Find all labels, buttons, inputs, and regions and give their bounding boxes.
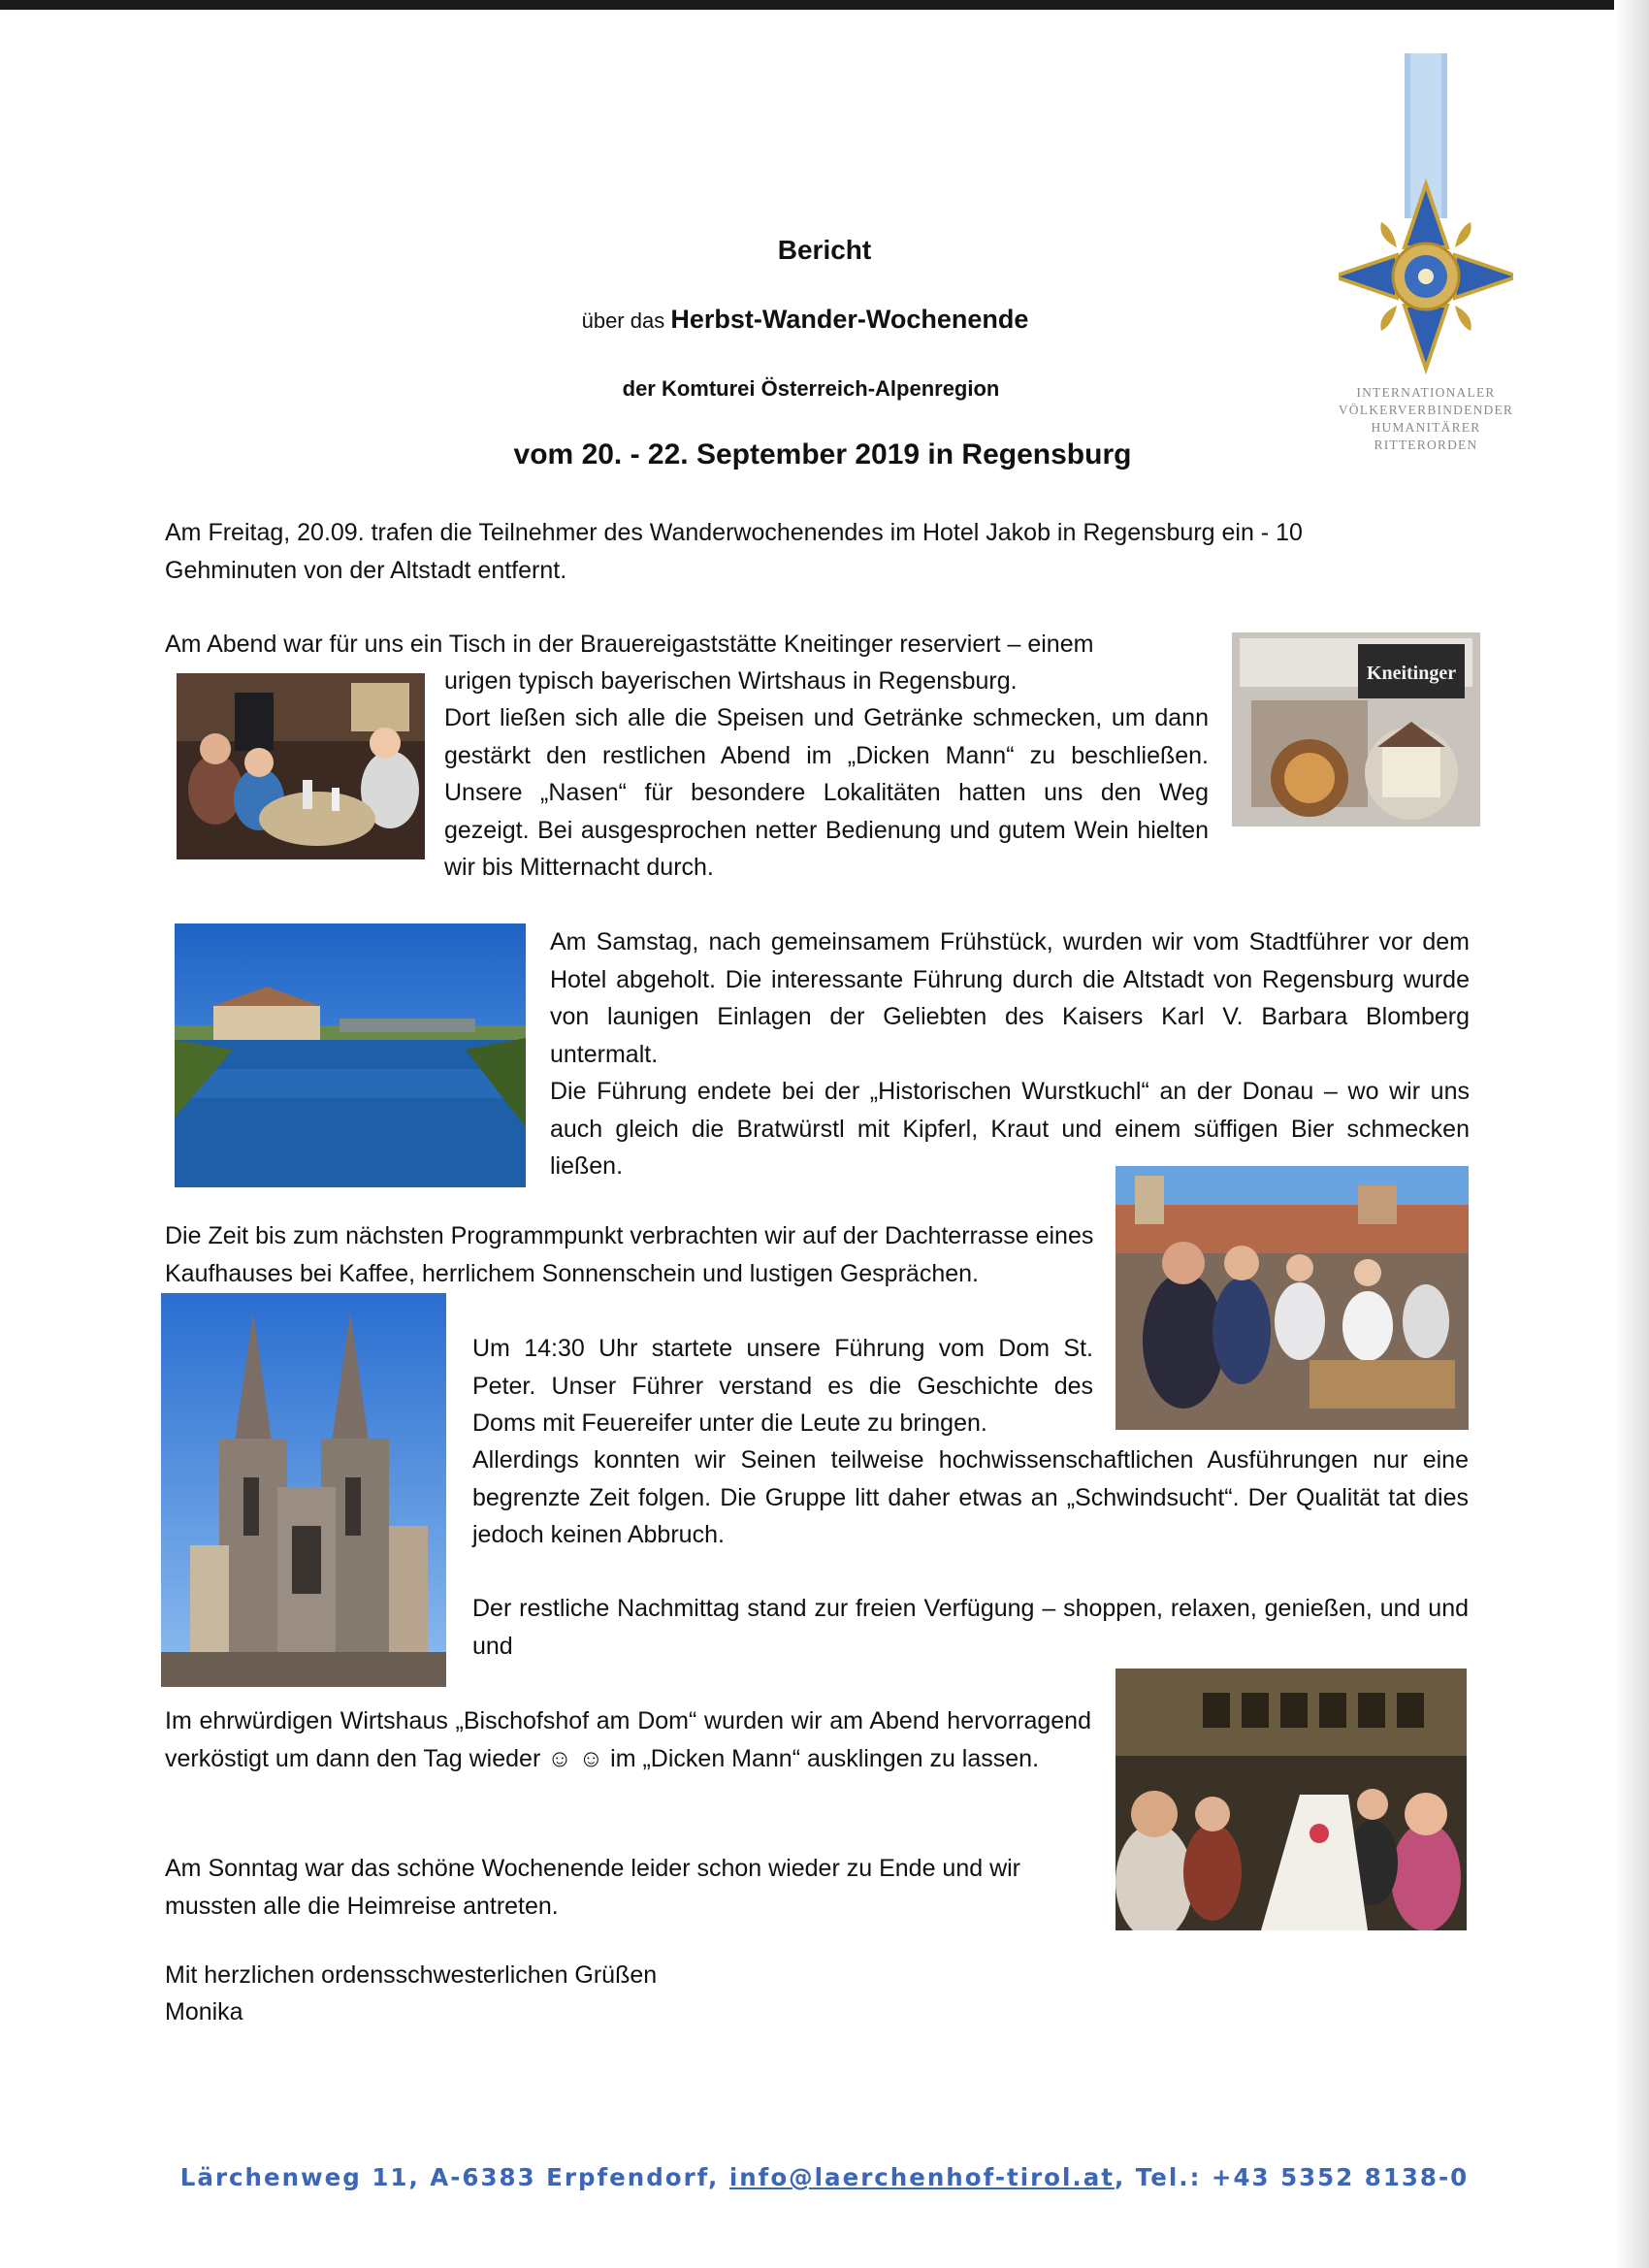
logo-caption-line: RITTERORDEN: [1374, 437, 1478, 452]
logo-caption-line: VÖLKERVERBINDENDER: [1338, 403, 1514, 417]
footer-email-link[interactable]: info@laerchenhof-tirol.at: [728, 2163, 1115, 2191]
scan-edge-shadow: [1614, 0, 1649, 2268]
paragraph-bischofshof: Im ehrwürdigen Wirtshaus „Bischofshof am Dom“ wurden wir am Abend hervorragend verköstigt um dann den Tag wieder ☺ ☺ im „Dicken Mann“ ausklingen zu lassen.: [165, 1707, 1091, 1772]
paragraph-city-tour: Am Samstag, nach gemeinsamem Frühstück, wurden wir vom Stadtführer vor dem Hotel abgeholt. Die interessante Führung durch die Altstadt von Regensburg wurde von launigen Einlagen der Geliebten des Kaisers Karl V. Barbara Blomberg untermalt.: [550, 928, 1470, 1068]
footer-phone: , Tel.: +43 5352 8138-0: [1114, 2163, 1470, 2191]
organization-line: der Komturei Österreich-Alpenregion: [622, 376, 1000, 401]
paragraph-evening-line2: urigen typisch bayerischen Wirtshaus in Regensburg.: [444, 667, 1018, 695]
report-title: Bericht: [777, 235, 872, 265]
closing-greeting: Mit herzlichen ordensschwesterlichen Grüßen: [165, 1961, 658, 1989]
paragraph-cathedral-guide: Allerdings konnten wir Seinen teilweise hochwissenschaftlichen Ausführungen nur eine begrenzte Zeit folgen. Die Gruppe litt daher etwas an „Schwindsucht“. Der Qualität tat dies jedoch keinen Abbruch.: [472, 1446, 1469, 1548]
paragraph-wurstkuchl: Die Führung endete bei der „Historischen Wurstkuchl“ an der Donau – wo wir uns auch gleich die Bratwürstl mit Kipferl, Kraut und einem süffigen Bier schmecken ließen.: [550, 1078, 1470, 1180]
logo-caption-line: INTERNATIONALER: [1356, 385, 1496, 400]
paragraph-sunday: Am Sonntag war das schöne Wochenende leider schon wieder zu Ende und wir mussten alle die Heimreise antreten.: [165, 1855, 1021, 1920]
signature-name: Monika: [165, 1998, 243, 2025]
footer-contact: [0, 2163, 1649, 2191]
photo-restaurant-group: [177, 673, 425, 859]
photo-regensburg-cathedral: [161, 1293, 446, 1687]
subtitle-prefix: über das: [581, 308, 665, 333]
logo-caption-line: HUMANITÄRER: [1371, 420, 1481, 435]
paragraph-evening-rest: Dort ließen sich alle die Speisen und Getränke schmecken, um dann gestärkt den restlichen Abend im „Dicken Mann“ zu beschließen. Unsere „Nasen“ für besondere Lokalitäten hatten uns den Weg gezeigt. Bei ausgesprochen netter Bedienung und gutem Wein hielten wir bis Mitternacht durch.: [444, 704, 1209, 881]
date-line: vom 20. - 22. September 2019 in Regensburg: [513, 438, 1132, 470]
subtitle-main: Herbst-Wander-Wochenende: [670, 305, 1029, 334]
paragraph-arrival: Am Freitag, 20.09. trafen die Teilnehmer des Wanderwochenendes im Hotel Jakob in Regensburg ein - 10 Gehminuten von der Altstadt entfernt.: [165, 519, 1303, 584]
paragraph-free-afternoon: Der restliche Nachmittag stand zur freien Verfügung – shoppen, relaxen, genießen, und und und: [472, 1595, 1469, 1660]
paragraph-evening-line1: Am Abend war für uns ein Tisch in der Brauereigaststätte Kneitinger reserviert – einem: [165, 631, 1094, 658]
photo-rooftop-terrace: [1116, 1166, 1469, 1430]
footer-address: Lärchenweg 11, A-6383 Erpfendorf,: [179, 2163, 729, 2191]
paragraph-rooftop: Die Zeit bis zum nächsten Programmpunkt verbrachten wir auf der Dachterrasse eines Kaufhauses bei Kaffee, herrlichem Sonnenschein und lustigen Gesprächen.: [165, 1222, 1094, 1287]
scan-top-border: [0, 0, 1649, 10]
kneitinger-sign-text: Kneitinger: [1366, 663, 1457, 684]
logo-caption: [1319, 384, 1533, 454]
photo-kneitinger-sign: [1232, 632, 1480, 826]
photo-bischofshof-dinner: [1116, 1669, 1467, 1930]
photo-danube-river: [175, 923, 526, 1187]
paragraph-cathedral-tour: Um 14:30 Uhr startete unsere Führung vom Dom St. Peter. Unser Führer verstand es die Geschichte des Doms mit Feuereifer unter die Leute zu bringen.: [472, 1335, 1093, 1437]
